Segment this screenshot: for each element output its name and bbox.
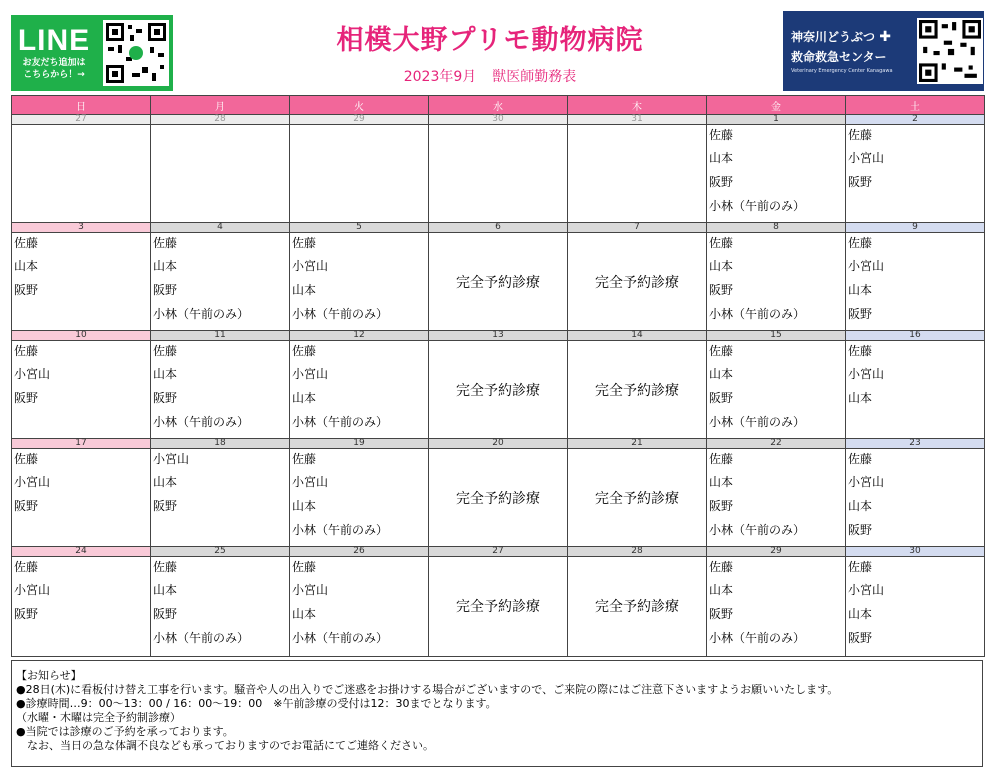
vet-name: 山本 bbox=[153, 259, 178, 273]
date-cell: 21 bbox=[568, 439, 707, 449]
notice-line: ●診療時間…9：00～13：00 / 16：00～19：00 ※午前診療の受付は12：30までとなります。 bbox=[16, 697, 497, 710]
day-cell bbox=[290, 449, 429, 547]
vet-list bbox=[12, 557, 150, 626]
vet-list bbox=[12, 449, 150, 518]
date-cell: 24 bbox=[12, 547, 151, 557]
emergency-badge-english: Veterinary Emergency Center Kanagawa bbox=[791, 68, 893, 74]
day-cell bbox=[12, 557, 151, 657]
date-cell: 29 bbox=[707, 547, 846, 557]
vet-name: 阪野 bbox=[848, 175, 873, 189]
line-add-friend-badge[interactable] bbox=[11, 15, 173, 91]
weekday-header: 火 bbox=[290, 96, 429, 115]
date-cell: 26 bbox=[290, 547, 429, 557]
day-cell bbox=[568, 341, 707, 439]
schedule-row bbox=[12, 125, 985, 223]
vet-name: 阪野 bbox=[848, 523, 873, 537]
notice-line: 【お知らせ】 bbox=[16, 669, 82, 682]
vet-name: 小宮山 bbox=[848, 367, 885, 381]
vet-name: 山本 bbox=[14, 259, 39, 273]
vet-name: 山本 bbox=[153, 583, 178, 597]
subtitle-month: 2023年9月 bbox=[403, 69, 477, 85]
date-cell: 30 bbox=[846, 547, 985, 557]
vet-name: 佐藤 bbox=[292, 344, 317, 358]
vet-list bbox=[846, 233, 984, 326]
vet-list bbox=[151, 449, 289, 518]
vet-name: 佐藤 bbox=[14, 560, 39, 574]
day-cell bbox=[151, 341, 290, 439]
vet-name: 阪野 bbox=[153, 607, 178, 621]
vet-name: 小林（午前のみ） bbox=[709, 307, 806, 321]
vet-list bbox=[707, 557, 845, 650]
day-cell bbox=[568, 233, 707, 331]
vet-name: 小宮山 bbox=[14, 583, 51, 597]
vet-list bbox=[846, 125, 984, 194]
day-cell bbox=[290, 125, 429, 223]
schedule-row bbox=[12, 341, 985, 439]
vet-list bbox=[846, 341, 984, 410]
vet-name: 小林（午前のみ） bbox=[709, 415, 806, 429]
vet-name: 小林（午前のみ） bbox=[292, 631, 389, 645]
vet-name: 佐藤 bbox=[848, 128, 873, 142]
vet-list bbox=[707, 233, 845, 326]
day-cell bbox=[151, 125, 290, 223]
vet-list bbox=[151, 557, 289, 650]
date-row bbox=[12, 439, 985, 449]
vet-name: 阪野 bbox=[848, 631, 873, 645]
vet-name: 佐藤 bbox=[709, 128, 734, 142]
day-cell bbox=[568, 125, 707, 223]
date-cell: 28 bbox=[568, 547, 707, 557]
reservation-only-label: 完全予約診療 bbox=[456, 598, 540, 615]
day-cell bbox=[12, 449, 151, 547]
date-cell: 12 bbox=[290, 331, 429, 341]
vet-name: 山本 bbox=[709, 475, 734, 489]
vet-name: 山本 bbox=[153, 475, 178, 489]
vet-name: 阪野 bbox=[709, 607, 734, 621]
page-title: 相模大野プリモ動物病院 bbox=[336, 25, 644, 56]
weekday-header: 土 bbox=[846, 96, 985, 115]
date-cell: 31 bbox=[568, 115, 707, 125]
notice-line: ●28日(木)に看板付け替え工事を行います。騒音や人の出入りでご迷惑をお掛けする場合がございますので、ご来院の際にはご注意下さいますようお願いいたします。 bbox=[16, 683, 839, 696]
vet-name: 阪野 bbox=[14, 499, 39, 513]
date-cell: 11 bbox=[151, 331, 290, 341]
date-row bbox=[12, 331, 985, 341]
date-cell: 5 bbox=[290, 223, 429, 233]
vet-name: 小宮山 bbox=[848, 259, 885, 273]
date-row bbox=[12, 223, 985, 233]
vet-name: 小宮山 bbox=[848, 475, 885, 489]
notice-line: なお、当日の急な体調不良なども承っておりますのでお電話にてご連絡ください。 bbox=[16, 739, 434, 752]
vet-list bbox=[707, 341, 845, 434]
day-cell bbox=[846, 341, 985, 439]
schedule-row bbox=[12, 557, 985, 657]
vet-name: 佐藤 bbox=[709, 452, 734, 466]
vet-name: 佐藤 bbox=[709, 344, 734, 358]
date-cell: 27 bbox=[12, 115, 151, 125]
duty-calendar bbox=[11, 95, 985, 657]
emergency-badge-line-1 bbox=[791, 27, 909, 47]
vet-name: 佐藤 bbox=[292, 236, 317, 250]
reservation-only-label: 完全予約診療 bbox=[595, 490, 679, 507]
weekday-header: 月 bbox=[151, 96, 290, 115]
vet-name: 小宮山 bbox=[14, 475, 51, 489]
vet-name: 佐藤 bbox=[292, 560, 317, 574]
weekday-header: 金 bbox=[707, 96, 846, 115]
vet-name: 山本 bbox=[153, 367, 178, 381]
day-cell bbox=[290, 557, 429, 657]
emergency-center-badge[interactable] bbox=[783, 11, 984, 91]
notice-line: （水曜・木曜は完全予約制診療） bbox=[16, 711, 181, 724]
vet-name: 山本 bbox=[292, 283, 317, 297]
date-row bbox=[12, 115, 985, 125]
vet-name: 阪野 bbox=[709, 499, 734, 513]
date-cell: 18 bbox=[151, 439, 290, 449]
schedule-row bbox=[12, 449, 985, 547]
date-cell: 28 bbox=[151, 115, 290, 125]
vet-list bbox=[290, 233, 428, 326]
vet-list bbox=[290, 341, 428, 434]
reservation-only-label: 完全予約診療 bbox=[595, 598, 679, 615]
day-cell bbox=[846, 125, 985, 223]
vet-list bbox=[707, 449, 845, 542]
vet-name: 小林（午前のみ） bbox=[292, 523, 389, 537]
vet-name: 小林（午前のみ） bbox=[153, 307, 250, 321]
day-cell bbox=[429, 341, 568, 439]
day-cell bbox=[151, 233, 290, 331]
date-cell: 30 bbox=[429, 115, 568, 125]
vet-name: 阪野 bbox=[709, 283, 734, 297]
date-cell: 20 bbox=[429, 439, 568, 449]
vet-name: 山本 bbox=[709, 583, 734, 597]
vet-list bbox=[846, 449, 984, 542]
vet-name: 阪野 bbox=[848, 307, 873, 321]
date-cell: 15 bbox=[707, 331, 846, 341]
vet-name: 阪野 bbox=[14, 283, 39, 297]
vet-name: 阪野 bbox=[14, 607, 39, 621]
reservation-only-label: 完全予約診療 bbox=[456, 274, 540, 291]
day-cell bbox=[12, 233, 151, 331]
day-cell bbox=[707, 341, 846, 439]
vet-name: 佐藤 bbox=[14, 236, 39, 250]
date-cell: 17 bbox=[12, 439, 151, 449]
day-cell bbox=[290, 341, 429, 439]
vet-name: 阪野 bbox=[709, 391, 734, 405]
date-cell: 27 bbox=[429, 547, 568, 557]
date-cell: 2 bbox=[846, 115, 985, 125]
cross-icon: ✚ bbox=[879, 29, 891, 45]
vet-name: 佐藤 bbox=[153, 236, 178, 250]
vet-name: 小林（午前のみ） bbox=[153, 415, 250, 429]
vet-name: 小林（午前のみ） bbox=[153, 631, 250, 645]
vet-name: 小宮山 bbox=[153, 452, 190, 466]
day-cell bbox=[568, 557, 707, 657]
vet-list bbox=[151, 233, 289, 326]
vet-name: 佐藤 bbox=[14, 344, 39, 358]
vet-name: 山本 bbox=[292, 391, 317, 405]
calendar-body bbox=[12, 115, 985, 657]
vet-name: 小宮山 bbox=[292, 475, 329, 489]
day-cell bbox=[429, 557, 568, 657]
day-cell bbox=[707, 125, 846, 223]
vet-name: 佐藤 bbox=[848, 236, 873, 250]
vet-name: 山本 bbox=[292, 607, 317, 621]
emergency-badge-name: 神奈川どうぶつ bbox=[791, 30, 876, 44]
date-cell: 23 bbox=[846, 439, 985, 449]
day-cell bbox=[290, 233, 429, 331]
vet-name: 山本 bbox=[709, 367, 734, 381]
reservation-only-label: 完全予約診療 bbox=[595, 382, 679, 399]
vet-name: 佐藤 bbox=[709, 236, 734, 250]
date-cell: 14 bbox=[568, 331, 707, 341]
date-cell: 7 bbox=[568, 223, 707, 233]
day-cell bbox=[846, 233, 985, 331]
reservation-only-label: 完全予約診療 bbox=[456, 490, 540, 507]
schedule-row bbox=[12, 233, 985, 331]
vet-list bbox=[12, 233, 150, 302]
vet-list bbox=[290, 449, 428, 542]
date-cell: 22 bbox=[707, 439, 846, 449]
day-cell bbox=[846, 449, 985, 547]
weekday-header: 日 bbox=[12, 96, 151, 115]
day-cell bbox=[151, 449, 290, 547]
weekday-header: 水 bbox=[429, 96, 568, 115]
vet-name: 佐藤 bbox=[848, 344, 873, 358]
date-cell: 25 bbox=[151, 547, 290, 557]
qr-code-icon[interactable] bbox=[103, 20, 169, 86]
day-cell bbox=[707, 557, 846, 657]
date-cell: 4 bbox=[151, 223, 290, 233]
vet-list bbox=[707, 125, 845, 218]
page-subtitle bbox=[340, 68, 640, 86]
line-badge-caption-2: こちらから！→ bbox=[23, 70, 85, 80]
reservation-only-label: 完全予約診療 bbox=[595, 274, 679, 291]
emergency-badge-line-2: 救命救急センター bbox=[791, 50, 887, 64]
day-cell bbox=[707, 449, 846, 547]
vet-list bbox=[846, 557, 984, 650]
notice-line: ●当院では診療のご予約を承っております。 bbox=[16, 725, 234, 738]
line-badge-caption-1: お友だち追加は bbox=[22, 58, 86, 68]
vet-name: 阪野 bbox=[153, 391, 178, 405]
vet-name: 小宮山 bbox=[292, 259, 329, 273]
day-cell bbox=[707, 233, 846, 331]
vet-name: 佐藤 bbox=[153, 560, 178, 574]
day-cell bbox=[12, 125, 151, 223]
vet-name: 佐藤 bbox=[153, 344, 178, 358]
vet-name: 小林（午前のみ） bbox=[292, 415, 389, 429]
date-cell: 9 bbox=[846, 223, 985, 233]
date-cell: 10 bbox=[12, 331, 151, 341]
vet-name: 佐藤 bbox=[14, 452, 39, 466]
line-logo-text: LINE bbox=[17, 24, 91, 57]
date-cell: 6 bbox=[429, 223, 568, 233]
date-cell: 3 bbox=[12, 223, 151, 233]
vet-name: 山本 bbox=[848, 391, 873, 405]
subtitle-text: 獣医師勤務表 bbox=[492, 69, 577, 85]
vet-name: 佐藤 bbox=[709, 560, 734, 574]
vet-name: 阪野 bbox=[153, 499, 178, 513]
vet-name: 小宮山 bbox=[848, 583, 885, 597]
vet-name: 小宮山 bbox=[848, 151, 885, 165]
vet-name: 小林（午前のみ） bbox=[709, 523, 806, 537]
vet-name: 小林（午前のみ） bbox=[709, 199, 806, 213]
vet-name: 佐藤 bbox=[292, 452, 317, 466]
vet-name: 山本 bbox=[709, 151, 734, 165]
day-cell bbox=[429, 449, 568, 547]
vet-name: 阪野 bbox=[14, 391, 39, 405]
vet-name: 山本 bbox=[709, 259, 734, 273]
date-cell: 19 bbox=[290, 439, 429, 449]
vet-list bbox=[12, 341, 150, 410]
vet-name: 小宮山 bbox=[292, 583, 329, 597]
vet-name: 小宮山 bbox=[292, 367, 329, 381]
reservation-only-label: 完全予約診療 bbox=[456, 382, 540, 399]
day-cell bbox=[429, 125, 568, 223]
date-cell: 1 bbox=[707, 115, 846, 125]
day-cell bbox=[12, 341, 151, 439]
date-cell: 16 bbox=[846, 331, 985, 341]
qr-code-icon[interactable] bbox=[917, 18, 983, 84]
date-row bbox=[12, 547, 985, 557]
vet-name: 阪野 bbox=[709, 175, 734, 189]
vet-name: 佐藤 bbox=[848, 560, 873, 574]
date-cell: 29 bbox=[290, 115, 429, 125]
vet-list bbox=[290, 557, 428, 650]
vet-name: 小宮山 bbox=[14, 367, 51, 381]
date-cell: 13 bbox=[429, 331, 568, 341]
day-cell bbox=[846, 557, 985, 657]
day-cell bbox=[429, 233, 568, 331]
weekday-header-row bbox=[12, 96, 985, 115]
vet-name: 阪野 bbox=[153, 283, 178, 297]
vet-name: 山本 bbox=[292, 499, 317, 513]
vet-name: 山本 bbox=[848, 283, 873, 297]
day-cell bbox=[151, 557, 290, 657]
day-cell bbox=[568, 449, 707, 547]
vet-name: 小林（午前のみ） bbox=[292, 307, 389, 321]
notice-box bbox=[11, 660, 983, 767]
vet-name: 小林（午前のみ） bbox=[709, 631, 806, 645]
vet-list bbox=[151, 341, 289, 434]
vet-name: 山本 bbox=[848, 499, 873, 513]
weekday-header: 木 bbox=[568, 96, 707, 115]
vet-name: 佐藤 bbox=[848, 452, 873, 466]
date-cell: 8 bbox=[707, 223, 846, 233]
vet-name: 山本 bbox=[848, 607, 873, 621]
